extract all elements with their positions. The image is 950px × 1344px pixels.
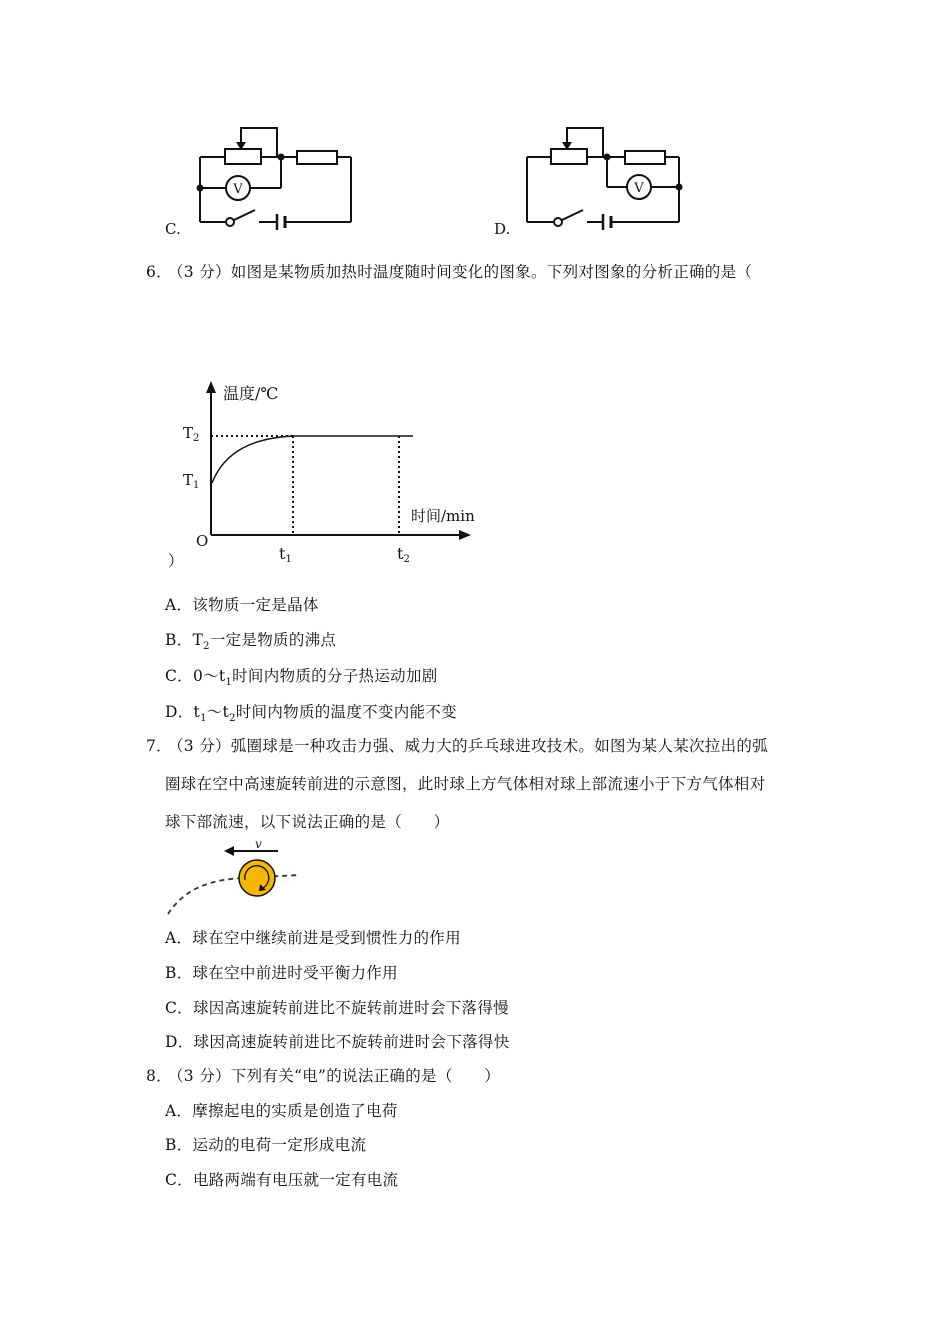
x-axis-arrow-icon [459, 530, 471, 540]
origin-label: O [196, 532, 209, 550]
spinning-ball-figure [160, 838, 310, 920]
t2-time-label: t2 [397, 544, 410, 565]
switch-icon [226, 218, 234, 226]
ball-trajectory [168, 875, 300, 914]
rheostat [551, 149, 587, 164]
q6-stem: （3 分）如图是某物质加热时温度随时间变化的图象。下列对图象的分析正确的是（ [168, 263, 753, 281]
t2-temp-label: $T_2$ [183, 424, 200, 444]
y-axis-arrow-icon [206, 381, 216, 393]
q8-option-c: C．电路两端有电压就一定有电流 [165, 1171, 399, 1189]
q7-option-d: D．球因高速旋转前进比不旋转前进时会下落得快 [165, 1033, 510, 1051]
x-axis-label: 时间/min [411, 507, 475, 525]
voltmeter-label: V [233, 182, 243, 197]
voltmeter-label: V [634, 181, 644, 196]
arrow-left-icon [224, 846, 234, 856]
heating-curve [212, 436, 293, 483]
q6-option-a: A．该物质一定是晶体 [165, 596, 319, 614]
t1-time-label: t1 [279, 544, 292, 565]
q7-option-a: A．球在空中继续前进是受到惯性力的作用 [165, 929, 461, 947]
resistor [625, 151, 665, 164]
q6-number: 6． [146, 263, 172, 281]
q7-option-b: B．球在空中前进时受平衡力作用 [165, 964, 398, 982]
q6-option-c: C．$0\sim t_1$时间内物质的分子热运动加剧 [165, 667, 438, 689]
q5-option-d-label: D. [494, 220, 511, 238]
switch-icon [554, 218, 562, 226]
rheostat [225, 149, 261, 164]
circuit-diagram-c [185, 120, 365, 240]
y-axis-label: 温度/℃ [223, 384, 279, 403]
q8-stem: （3 分）下列有关“电”的说法正确的是（ ） [168, 1067, 501, 1085]
q7-stem-line1: （3 分）弧圈球是一种攻击力强、威力大的乒乓球进攻技术。如图为某人某次拉出的弧 [168, 737, 768, 755]
q7-stem-line3: 球下部流速，以下说法正确的是（ ） [165, 813, 450, 831]
q8-option-a: A．摩擦起电的实质是创造了电荷 [165, 1102, 398, 1120]
velocity-label: v [255, 838, 262, 851]
q6-stem-end: ） [168, 552, 184, 570]
q8-option-b: B．运动的电荷一定形成电流 [165, 1136, 367, 1154]
circuit-diagram-d [515, 120, 695, 240]
temperature-time-graph [175, 375, 485, 570]
q7-option-c: C．球因高速旋转前进比不旋转前进时会下落得慢 [165, 999, 509, 1017]
q5-option-c-label: C. [165, 220, 181, 238]
q7-stem-line2: 圈球在空中高速旋转前进的示意图，此时球上方气体相对球上部流速小于下方气体相对 [165, 775, 766, 793]
t1-temp-label: $T_1$ [183, 471, 200, 491]
resistor [297, 151, 337, 164]
q6-option-d: D．$t_1\sim t_2$时间内物质的温度不变内能不变 [165, 703, 457, 725]
q7-number: 7． [146, 737, 172, 755]
q8-number: 8． [146, 1067, 172, 1085]
q6-option-b: B．$T_2$一定是物质的沸点 [165, 631, 337, 653]
